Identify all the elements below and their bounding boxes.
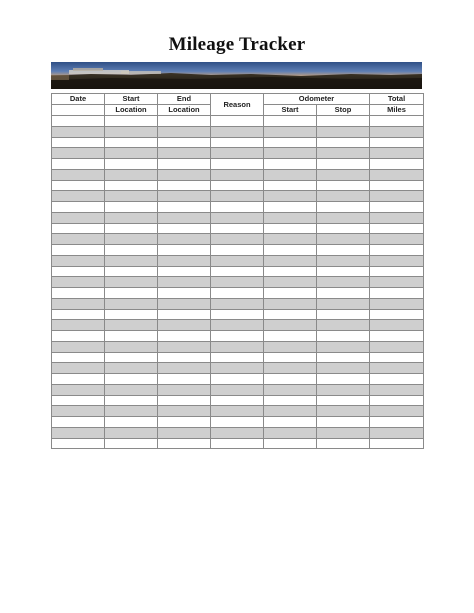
cell-odometer-stop[interactable] [317, 159, 370, 170]
cell-end-location[interactable] [158, 309, 211, 320]
cell-end-location[interactable] [158, 245, 211, 256]
cell-start-location[interactable] [105, 298, 158, 309]
cell-start-location[interactable] [105, 417, 158, 428]
cell-date[interactable] [52, 255, 105, 266]
col-header-total-line2: Miles [370, 105, 424, 116]
cell-odometer-stop[interactable] [317, 180, 370, 191]
cell-odometer-start[interactable] [264, 341, 317, 352]
cell-start-location[interactable] [105, 202, 158, 213]
cell-total-miles[interactable] [370, 169, 424, 180]
cell-total-miles[interactable] [370, 245, 424, 256]
cell-odometer-stop[interactable] [317, 438, 370, 449]
cell-reason[interactable] [211, 331, 264, 342]
cell-odometer-start[interactable] [264, 126, 317, 137]
cell-odometer-stop[interactable] [317, 363, 370, 374]
cell-odometer-start[interactable] [264, 245, 317, 256]
cell-reason[interactable] [211, 180, 264, 191]
cell-end-location[interactable] [158, 320, 211, 331]
cell-reason[interactable] [211, 309, 264, 320]
cell-odometer-stop[interactable] [317, 417, 370, 428]
col-header-reason: Reason [211, 94, 264, 116]
table-row [52, 406, 424, 417]
cell-odometer-stop[interactable] [317, 374, 370, 385]
cell-date[interactable] [52, 298, 105, 309]
page-title: Mileage Tracker [168, 34, 306, 55]
cell-start-location[interactable] [105, 126, 158, 137]
cell-start-location[interactable] [105, 374, 158, 385]
table-row [52, 438, 424, 449]
cell-total-miles[interactable] [370, 384, 424, 395]
cell-start-location[interactable] [105, 137, 158, 148]
cell-reason[interactable] [211, 363, 264, 374]
cell-total-miles[interactable] [370, 116, 424, 127]
cell-odometer-stop[interactable] [317, 406, 370, 417]
cell-reason[interactable] [211, 245, 264, 256]
cell-date[interactable] [52, 309, 105, 320]
cell-date[interactable] [52, 234, 105, 245]
cell-end-location[interactable] [158, 191, 211, 202]
col-header-odometer-start: Start [264, 105, 317, 116]
table-row [52, 255, 424, 266]
cell-date[interactable] [52, 116, 105, 127]
cell-odometer-start[interactable] [264, 363, 317, 374]
table-row [52, 374, 424, 385]
cell-date[interactable] [52, 277, 105, 288]
cell-date[interactable] [52, 363, 105, 374]
cell-date[interactable] [52, 374, 105, 385]
table-row [52, 245, 424, 256]
col-header-date-blank [52, 105, 105, 116]
cell-odometer-start[interactable] [264, 309, 317, 320]
cell-start-location[interactable] [105, 159, 158, 170]
cell-odometer-start[interactable] [264, 417, 317, 428]
cell-start-location[interactable] [105, 169, 158, 180]
cell-total-miles[interactable] [370, 341, 424, 352]
cell-odometer-start[interactable] [264, 191, 317, 202]
cell-odometer-stop[interactable] [317, 202, 370, 213]
cell-start-location[interactable] [105, 116, 158, 127]
cell-end-location[interactable] [158, 384, 211, 395]
cell-odometer-stop[interactable] [317, 320, 370, 331]
table-row [52, 352, 424, 363]
cell-date[interactable] [52, 148, 105, 159]
cell-odometer-start[interactable] [264, 406, 317, 417]
col-header-odometer: Odometer [264, 94, 370, 105]
cell-odometer-stop[interactable] [317, 298, 370, 309]
cell-end-location[interactable] [158, 406, 211, 417]
cell-end-location[interactable] [158, 341, 211, 352]
col-header-odometer-stop: Stop [317, 105, 370, 116]
cell-date[interactable] [52, 159, 105, 170]
cell-reason[interactable] [211, 191, 264, 202]
cell-total-miles[interactable] [370, 363, 424, 374]
col-header-start-location-line2: Location [105, 105, 158, 116]
cell-total-miles[interactable] [370, 331, 424, 342]
cell-odometer-stop[interactable] [317, 137, 370, 148]
cell-reason[interactable] [211, 352, 264, 363]
cell-total-miles[interactable] [370, 266, 424, 277]
cell-odometer-start[interactable] [264, 212, 317, 223]
table-row [52, 223, 424, 234]
col-header-end-location-line2: Location [158, 105, 211, 116]
cell-reason[interactable] [211, 234, 264, 245]
log-body [52, 116, 424, 449]
table-row [52, 148, 424, 159]
cell-odometer-start[interactable] [264, 266, 317, 277]
cell-total-miles[interactable] [370, 255, 424, 266]
cell-total-miles[interactable] [370, 374, 424, 385]
cell-date[interactable] [52, 384, 105, 395]
cell-reason[interactable] [211, 417, 264, 428]
cell-end-location[interactable] [158, 212, 211, 223]
cell-start-location[interactable] [105, 384, 158, 395]
cell-start-location[interactable] [105, 223, 158, 234]
col-header-total-line1: Total [370, 94, 424, 105]
cell-reason[interactable] [211, 427, 264, 438]
cell-odometer-start[interactable] [264, 116, 317, 127]
cell-start-location[interactable] [105, 245, 158, 256]
cell-odometer-stop[interactable] [317, 427, 370, 438]
cell-date[interactable] [52, 341, 105, 352]
cell-total-miles[interactable] [370, 406, 424, 417]
cell-odometer-stop[interactable] [317, 191, 370, 202]
col-header-date: Date [52, 94, 105, 105]
cell-odometer-start[interactable] [264, 277, 317, 288]
table-row [52, 288, 424, 299]
cell-end-location[interactable] [158, 363, 211, 374]
cell-total-miles[interactable] [370, 126, 424, 137]
cell-odometer-start[interactable] [264, 352, 317, 363]
cell-odometer-stop[interactable] [317, 277, 370, 288]
cell-odometer-start[interactable] [264, 438, 317, 449]
cell-date[interactable] [52, 288, 105, 299]
cell-start-location[interactable] [105, 331, 158, 342]
table-row [52, 126, 424, 137]
cell-total-miles[interactable] [370, 352, 424, 363]
cell-odometer-stop[interactable] [317, 116, 370, 127]
cell-date[interactable] [52, 406, 105, 417]
cell-odometer-start[interactable] [264, 137, 317, 148]
table-row [52, 341, 424, 352]
cell-end-location[interactable] [158, 202, 211, 213]
table-row [52, 331, 424, 342]
cell-odometer-stop[interactable] [317, 266, 370, 277]
cell-end-location[interactable] [158, 417, 211, 428]
cell-reason[interactable] [211, 159, 264, 170]
landscape-photo [51, 62, 422, 89]
cell-start-location[interactable] [105, 148, 158, 159]
cell-start-location[interactable] [105, 277, 158, 288]
cell-total-miles[interactable] [370, 234, 424, 245]
table-row [52, 309, 424, 320]
cell-odometer-start[interactable] [264, 384, 317, 395]
cell-odometer-start[interactable] [264, 159, 317, 170]
cell-end-location[interactable] [158, 331, 211, 342]
cell-end-location[interactable] [158, 180, 211, 191]
cell-reason[interactable] [211, 438, 264, 449]
cell-end-location[interactable] [158, 234, 211, 245]
table-row [52, 384, 424, 395]
cell-reason[interactable] [211, 288, 264, 299]
cell-total-miles[interactable] [370, 277, 424, 288]
cell-end-location[interactable] [158, 395, 211, 406]
cell-reason[interactable] [211, 384, 264, 395]
cell-odometer-start[interactable] [264, 298, 317, 309]
cell-start-location[interactable] [105, 191, 158, 202]
cell-start-location[interactable] [105, 438, 158, 449]
cell-reason[interactable] [211, 223, 264, 234]
table-row [52, 191, 424, 202]
table-row [52, 116, 424, 127]
cell-odometer-start[interactable] [264, 202, 317, 213]
table-row [52, 427, 424, 438]
cell-date[interactable] [52, 137, 105, 148]
cell-odometer-stop[interactable] [317, 341, 370, 352]
cell-date[interactable] [52, 126, 105, 137]
cell-reason[interactable] [211, 266, 264, 277]
cell-start-location[interactable] [105, 288, 158, 299]
cell-odometer-start[interactable] [264, 180, 317, 191]
cell-start-location[interactable] [105, 352, 158, 363]
cell-total-miles[interactable] [370, 191, 424, 202]
cell-end-location[interactable] [158, 116, 211, 127]
table-row [52, 417, 424, 428]
cell-date[interactable] [52, 202, 105, 213]
table-row [52, 363, 424, 374]
cell-total-miles[interactable] [370, 202, 424, 213]
cell-date[interactable] [52, 223, 105, 234]
cell-odometer-stop[interactable] [317, 245, 370, 256]
cell-date[interactable] [52, 438, 105, 449]
cell-total-miles[interactable] [370, 148, 424, 159]
cell-start-location[interactable] [105, 309, 158, 320]
table-row [52, 169, 424, 180]
cell-end-location[interactable] [158, 159, 211, 170]
cell-end-location[interactable] [158, 137, 211, 148]
cell-end-location[interactable] [158, 148, 211, 159]
col-header-start-location-line1: Start [105, 94, 158, 105]
cell-end-location[interactable] [158, 288, 211, 299]
table-row [52, 395, 424, 406]
cell-end-location[interactable] [158, 169, 211, 180]
cell-reason[interactable] [211, 137, 264, 148]
cell-start-location[interactable] [105, 212, 158, 223]
cell-odometer-stop[interactable] [317, 288, 370, 299]
cell-reason[interactable] [211, 255, 264, 266]
cell-end-location[interactable] [158, 266, 211, 277]
cell-end-location[interactable] [158, 277, 211, 288]
cell-total-miles[interactable] [370, 438, 424, 449]
mileage-log-table [51, 93, 424, 449]
cell-odometer-stop[interactable] [317, 169, 370, 180]
cell-date[interactable] [52, 212, 105, 223]
cell-odometer-stop[interactable] [317, 223, 370, 234]
cell-date[interactable] [52, 320, 105, 331]
cell-end-location[interactable] [158, 126, 211, 137]
cell-end-location[interactable] [158, 374, 211, 385]
cell-end-location[interactable] [158, 255, 211, 266]
cell-start-location[interactable] [105, 320, 158, 331]
cell-reason[interactable] [211, 374, 264, 385]
cell-end-location[interactable] [158, 352, 211, 363]
cell-odometer-stop[interactable] [317, 148, 370, 159]
cell-start-location[interactable] [105, 266, 158, 277]
cell-start-location[interactable] [105, 363, 158, 374]
cell-odometer-stop[interactable] [317, 309, 370, 320]
cell-reason[interactable] [211, 395, 264, 406]
cell-reason[interactable] [211, 277, 264, 288]
table-row [52, 159, 424, 170]
header-banner-image [51, 62, 422, 89]
table-row [52, 212, 424, 223]
cell-odometer-stop[interactable] [317, 352, 370, 363]
cell-total-miles[interactable] [370, 159, 424, 170]
cell-date[interactable] [52, 245, 105, 256]
cell-reason[interactable] [211, 212, 264, 223]
cell-reason[interactable] [211, 406, 264, 417]
cell-odometer-stop[interactable] [317, 331, 370, 342]
cell-odometer-start[interactable] [264, 288, 317, 299]
col-header-end-location-line1: End [158, 94, 211, 105]
cell-total-miles[interactable] [370, 298, 424, 309]
cell-total-miles[interactable] [370, 320, 424, 331]
cell-date[interactable] [52, 180, 105, 191]
cell-reason[interactable] [211, 169, 264, 180]
cell-total-miles[interactable] [370, 137, 424, 148]
cell-end-location[interactable] [158, 438, 211, 449]
table-row [52, 234, 424, 245]
cell-odometer-start[interactable] [264, 169, 317, 180]
table-row [52, 266, 424, 277]
cell-reason[interactable] [211, 320, 264, 331]
cell-end-location[interactable] [158, 427, 211, 438]
cell-end-location[interactable] [158, 298, 211, 309]
cell-start-location[interactable] [105, 180, 158, 191]
cell-odometer-start[interactable] [264, 427, 317, 438]
table-row [52, 277, 424, 288]
table-row [52, 320, 424, 331]
cell-reason[interactable] [211, 126, 264, 137]
cell-start-location[interactable] [105, 341, 158, 352]
cell-odometer-start[interactable] [264, 320, 317, 331]
cell-date[interactable] [52, 266, 105, 277]
cell-date[interactable] [52, 395, 105, 406]
cell-odometer-stop[interactable] [317, 384, 370, 395]
cell-total-miles[interactable] [370, 427, 424, 438]
cell-start-location[interactable] [105, 395, 158, 406]
cell-odometer-start[interactable] [264, 255, 317, 266]
cell-odometer-start[interactable] [264, 374, 317, 385]
cell-odometer-start[interactable] [264, 223, 317, 234]
cell-start-location[interactable] [105, 427, 158, 438]
table-row [52, 137, 424, 148]
cell-date[interactable] [52, 352, 105, 363]
cell-date[interactable] [52, 427, 105, 438]
cell-start-location[interactable] [105, 255, 158, 266]
cell-total-miles[interactable] [370, 180, 424, 191]
cell-reason[interactable] [211, 202, 264, 213]
cell-odometer-start[interactable] [264, 331, 317, 342]
cell-reason[interactable] [211, 341, 264, 352]
cell-odometer-start[interactable] [264, 234, 317, 245]
cell-total-miles[interactable] [370, 288, 424, 299]
cell-date[interactable] [52, 331, 105, 342]
cell-total-miles[interactable] [370, 223, 424, 234]
table-row [52, 202, 424, 213]
cell-odometer-stop[interactable] [317, 395, 370, 406]
cell-date[interactable] [52, 417, 105, 428]
cell-total-miles[interactable] [370, 395, 424, 406]
cell-total-miles[interactable] [370, 212, 424, 223]
cell-odometer-stop[interactable] [317, 255, 370, 266]
cell-start-location[interactable] [105, 234, 158, 245]
cell-total-miles[interactable] [370, 417, 424, 428]
cell-total-miles[interactable] [370, 309, 424, 320]
cell-date[interactable] [52, 169, 105, 180]
cell-odometer-stop[interactable] [317, 212, 370, 223]
table-row [52, 298, 424, 309]
cell-reason[interactable] [211, 116, 264, 127]
cell-reason[interactable] [211, 148, 264, 159]
cell-date[interactable] [52, 191, 105, 202]
cell-start-location[interactable] [105, 406, 158, 417]
cell-odometer-stop[interactable] [317, 126, 370, 137]
table-row [52, 180, 424, 191]
cell-odometer-stop[interactable] [317, 234, 370, 245]
cell-end-location[interactable] [158, 223, 211, 234]
cell-odometer-start[interactable] [264, 395, 317, 406]
cell-reason[interactable] [211, 298, 264, 309]
cell-odometer-start[interactable] [264, 148, 317, 159]
header-row-top [52, 94, 424, 105]
